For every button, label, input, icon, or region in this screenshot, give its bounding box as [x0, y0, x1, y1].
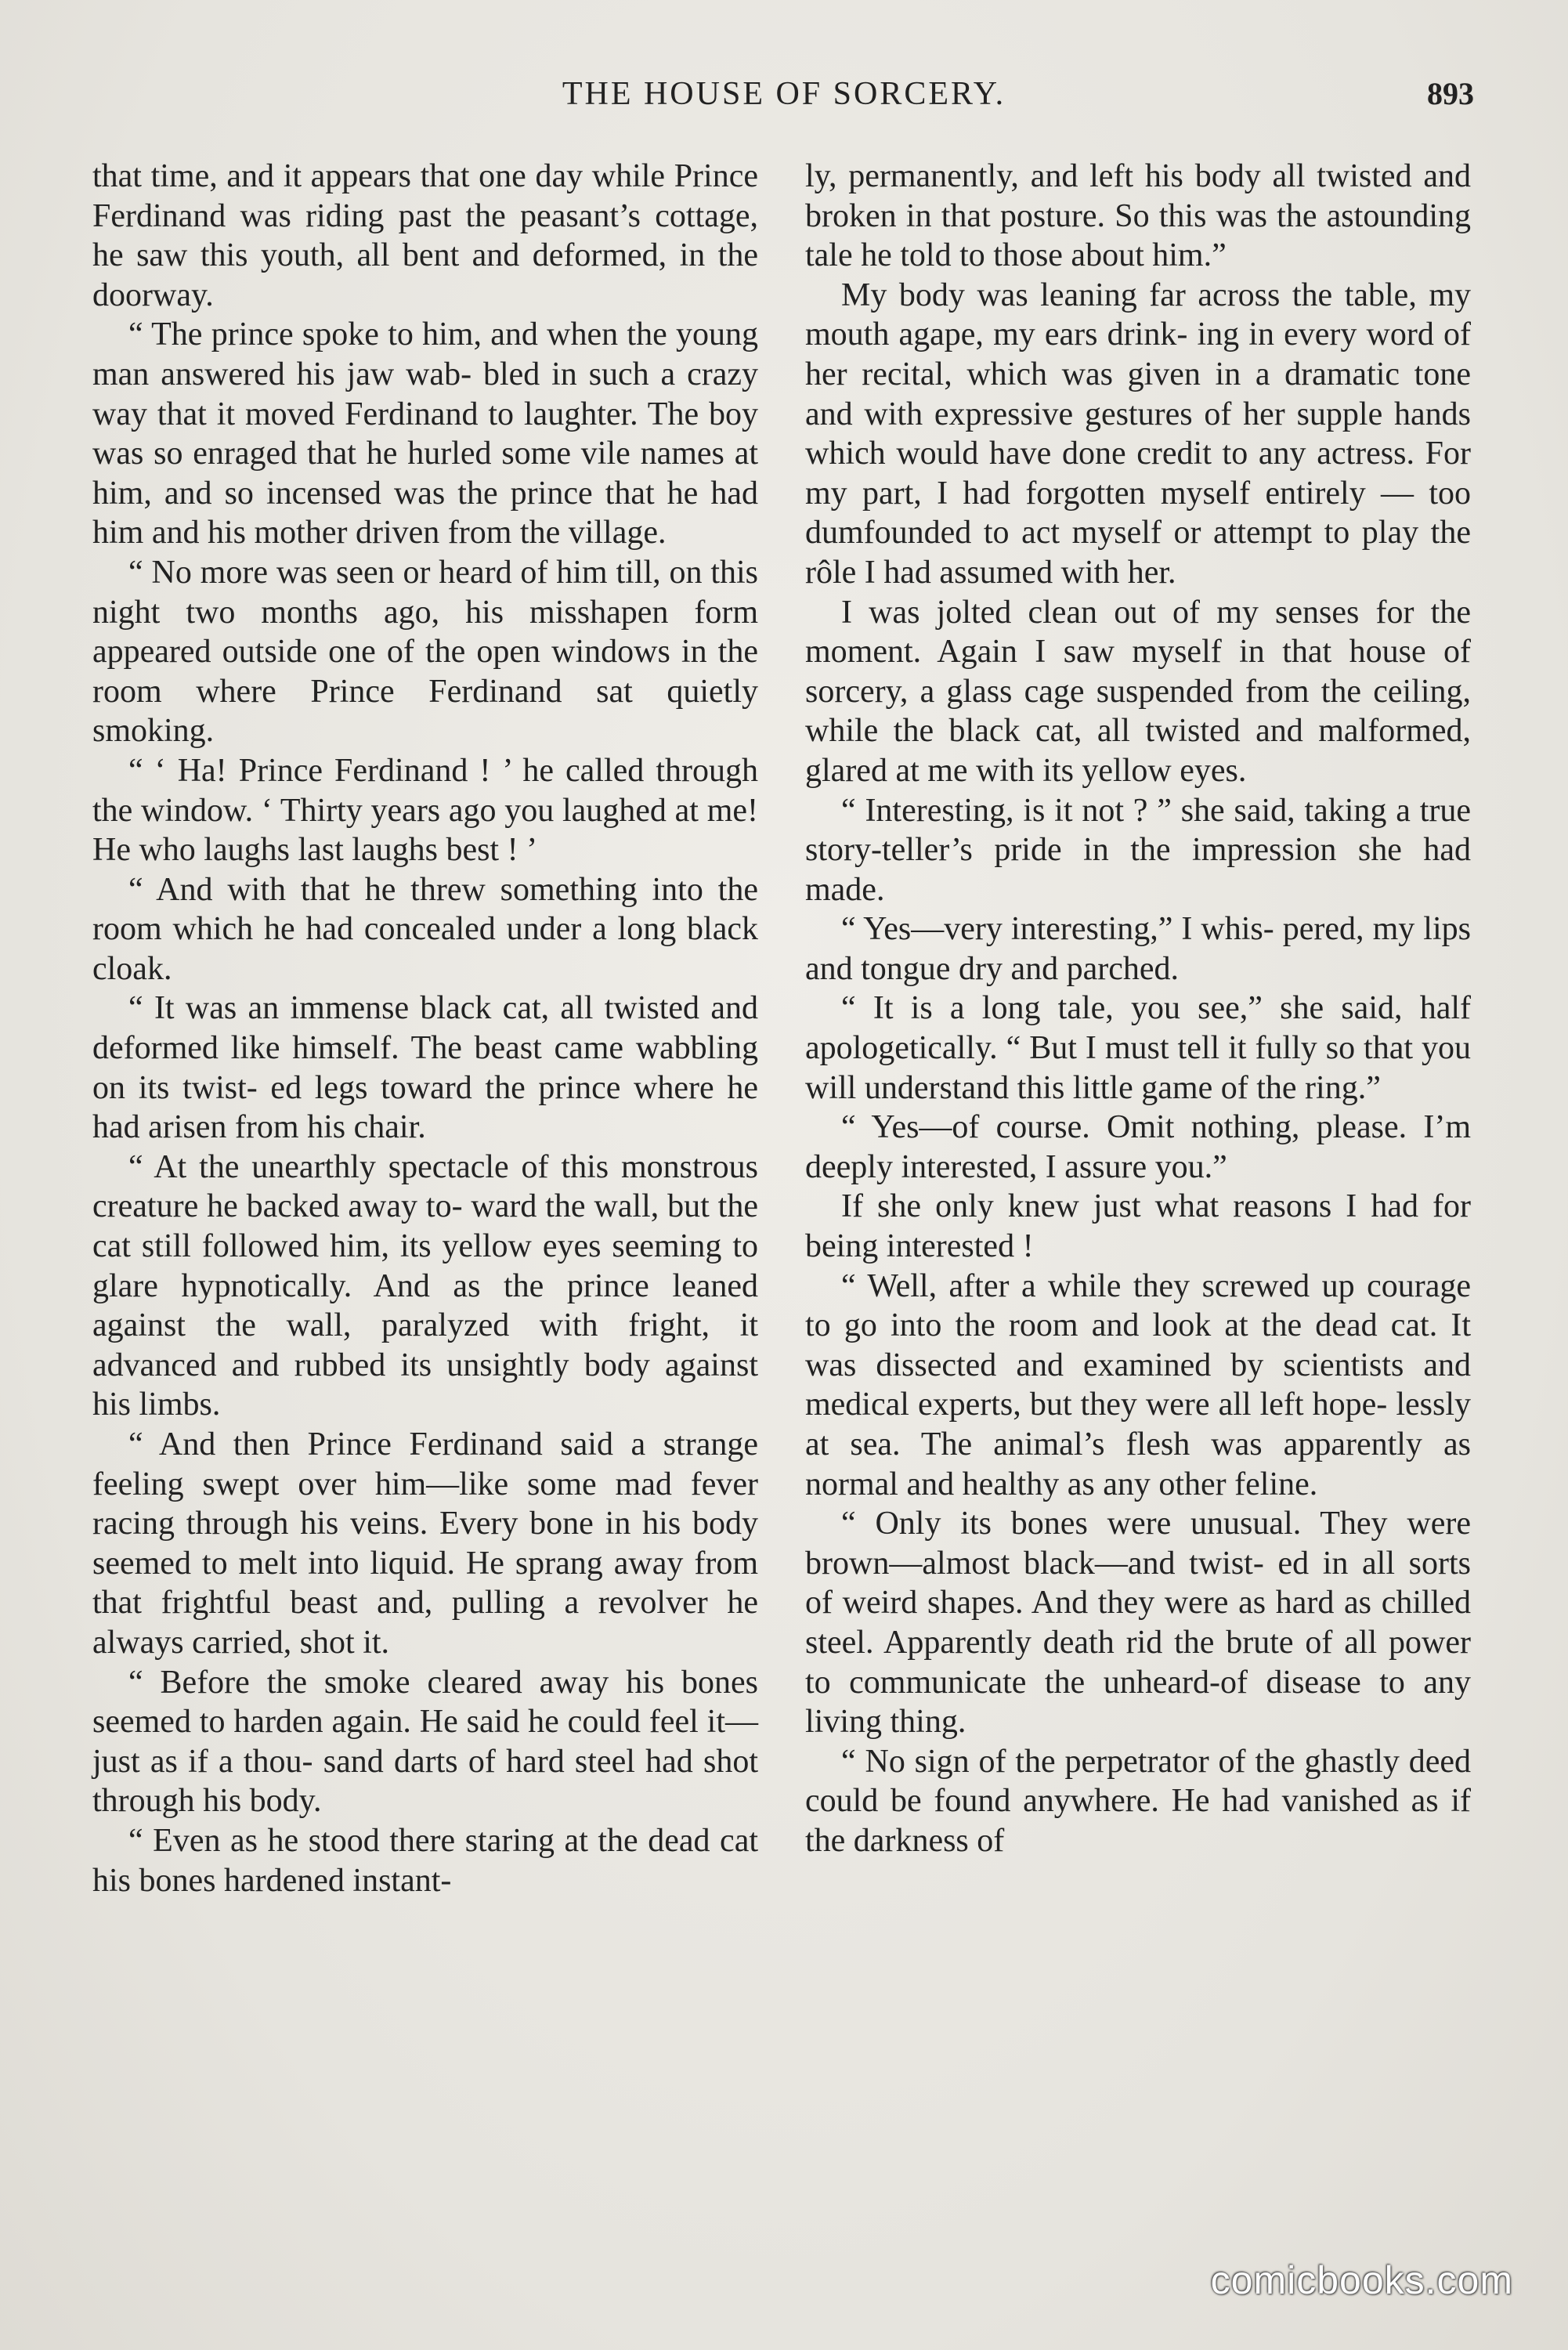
paragraph: “ It was an immense black cat, all twisted and deformed like himself. The beast came wabbling on its twist- ed legs toward the prince where he had arisen from his chair. — [92, 990, 758, 1146]
paragraph: If she only knew just what reasons I had for being interested ! — [805, 1188, 1471, 1265]
paragraph: ly, permanently, and left his body all twisted and broken in that posture. So this was the astounding tale he told to those about him.” — [805, 158, 1471, 274]
paragraph: “ Yes—of course. Omit nothing, please. I’m deeply interested, I assure you.” — [805, 1109, 1471, 1185]
paragraph: “ No more was seen or heard of him till, on this night two months ago, his misshapen form appeared outside one of the open windows in the room where Prince Ferdinand sat quietly smoking. — [92, 554, 758, 750]
paragraph: “ It is a long tale, you see,” she said, half apologetically. “ But I must tell it fully so that you will understand this little game of the ring.” — [805, 990, 1471, 1106]
running-title: THE HOUSE OF SORCERY. — [562, 76, 1006, 112]
paragraph: “ Interesting, is it not ? ” she said, taking a true story-teller’s pride in the impression she had made. — [805, 792, 1471, 908]
right-column — [805, 157, 1471, 1861]
paragraph: “ Even as he stood there staring at the dead cat his bones hardened instant- — [92, 1822, 758, 1899]
paragraph: “ And with that he threw something into the room which he had concealed under a long black cloak. — [92, 871, 758, 987]
paragraph: “ Before the smoke cleared away his bones seemed to harden again. He said he could feel it—just as if a thou- sand darts of hard steel had shot through his body. — [92, 1664, 758, 1820]
watermark: comicbooks.com — [1210, 2258, 1513, 2302]
running-head — [0, 75, 1568, 122]
paragraph: “ And then Prince Ferdinand said a strange feeling swept over him—like some mad fever racing through his veins. Every bone in his body seemed to melt into liquid. He sprang away from that frightful beast and, pulling a revolver he always carried, shot it. — [92, 1426, 758, 1661]
paragraph: “ ‘ Ha! Prince Ferdinand ! ’ he called through the window. ‘ Thirty years ago you laughed at me! He who laughs last laughs best ! ’ — [92, 752, 758, 869]
paragraph: “ Only its bones were unusual. They were brown—almost black—and twist- ed in all sorts of weird shapes. And they were as hard as chilled steel. Apparently death rid the brute of all power to communicate the unheard-of disease to any living thing. — [805, 1506, 1471, 1741]
paragraph: “ No sign of the perpetrator of the ghastly deed could be found anywhere. He had vanished as if the darkness of — [805, 1743, 1471, 1859]
page-number: 893 — [1427, 76, 1474, 111]
paragraph: that time, and it appears that one day while Prince Ferdinand was riding past the peasant’s cottage, he saw this youth, all bent and deformed, in the doorway. — [92, 158, 758, 313]
paragraph: “ At the unearthly spectacle of this monstrous creature he backed away to- ward the wall, but the cat still followed him, its yellow eyes seeming to glare hypnotically. And as the prince leaned against the wall, paralyzed with fright, it advanced and rubbed its unsightly body against his limbs. — [92, 1148, 758, 1423]
paragraph: “ The prince spoke to him, and when the young man answered his jaw wab- bled in such a crazy way that it moved Ferdinand to laughter. The boy was so enraged that he hurled some vile names at him, and so incensed was the prince that he had him and his mother driven from the village. — [92, 316, 758, 551]
paragraph: “ Yes—very interesting,” I whis- pered, my lips and tongue dry and parched. — [805, 911, 1471, 987]
left-column — [92, 157, 758, 1900]
paragraph: My body was leaning far across the table, my mouth agape, my ears drink- ing in every word of her recital, which was given in a dramatic tone and with expressive gestures of her supple hands which would have done credit to any actress. For my part, I had forgotten myself entirely — too dumfounded to act myself or attempt to play the rôle I had assumed with her. — [805, 277, 1471, 591]
paragraph: I was jolted clean out of my senses for the moment. Again I saw myself in that house of sorcery, a glass cage suspended from the ceiling, while the black cat, all twisted and malformed, glared at me with its yellow eyes. — [805, 594, 1471, 789]
paragraph: “ Well, after a while they screwed up courage to go into the room and look at the dead cat. It was dissected and examined by scientists and medical experts, but they were all left hope- lessly at sea. The animal’s flesh was apparently as normal and healthy as any other feline. — [805, 1267, 1471, 1502]
